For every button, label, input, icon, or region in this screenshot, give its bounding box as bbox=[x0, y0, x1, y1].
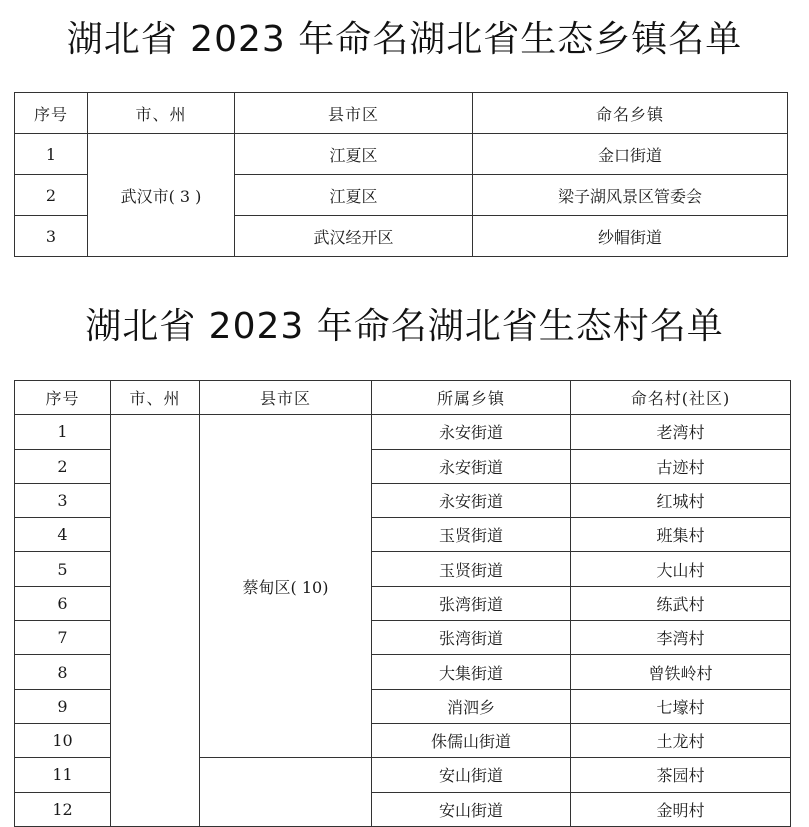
village-cell: 土龙村 bbox=[571, 723, 791, 757]
row-number: 9 bbox=[15, 689, 111, 723]
county-cell: 江夏区 bbox=[235, 175, 473, 216]
county-cell: 江夏区 bbox=[235, 134, 473, 175]
town-cell: 永安街道 bbox=[372, 483, 571, 517]
village-cell: 茶园村 bbox=[571, 758, 791, 792]
village-cell: 金明村 bbox=[571, 792, 791, 826]
header-cell: 市、州 bbox=[88, 93, 235, 134]
row-number: 1 bbox=[15, 415, 111, 449]
eco-village-table bbox=[14, 380, 791, 827]
village-cell: 李湾村 bbox=[571, 621, 791, 655]
row-number: 3 bbox=[15, 483, 111, 517]
town-cell: 永安街道 bbox=[372, 449, 571, 483]
row-number: 6 bbox=[15, 586, 111, 620]
town-cell: 永安街道 bbox=[372, 415, 571, 449]
town-cell: 安山街道 bbox=[372, 758, 571, 792]
town-cell: 纱帽街道 bbox=[473, 216, 788, 257]
header-cell: 县市区 bbox=[200, 381, 372, 415]
town-cell: 梁子湖风景区管委会 bbox=[473, 175, 788, 216]
town-cell: 玉贤街道 bbox=[372, 518, 571, 552]
county-cell: 蔡甸区( 10) bbox=[200, 415, 372, 758]
village-cell: 七壕村 bbox=[571, 689, 791, 723]
header-cell: 序号 bbox=[15, 93, 88, 134]
town-cell: 金口街道 bbox=[473, 134, 788, 175]
city-cell bbox=[111, 415, 200, 827]
row-number: 5 bbox=[15, 552, 111, 586]
header-cell: 命名乡镇 bbox=[473, 93, 788, 134]
row-number: 1 bbox=[15, 134, 88, 175]
town-cell: 大集街道 bbox=[372, 655, 571, 689]
town-cell: 侏儒山街道 bbox=[372, 723, 571, 757]
header-cell: 市、州 bbox=[111, 381, 200, 415]
town-cell: 消泗乡 bbox=[372, 689, 571, 723]
city-cell: 武汉市( 3 ) bbox=[88, 134, 235, 257]
village-cell: 班集村 bbox=[571, 518, 791, 552]
row-number: 2 bbox=[15, 175, 88, 216]
header-cell: 县市区 bbox=[235, 93, 473, 134]
town-cell: 玉贤街道 bbox=[372, 552, 571, 586]
table-row bbox=[15, 134, 788, 175]
header-cell: 所属乡镇 bbox=[372, 381, 571, 415]
village-cell: 大山村 bbox=[571, 552, 791, 586]
row-number: 12 bbox=[15, 792, 111, 826]
county-cell bbox=[200, 758, 372, 827]
town-cell: 张湾街道 bbox=[372, 586, 571, 620]
row-number: 3 bbox=[15, 216, 88, 257]
row-number: 11 bbox=[15, 758, 111, 792]
row-number: 2 bbox=[15, 449, 111, 483]
town-cell: 张湾街道 bbox=[372, 621, 571, 655]
header-cell: 序号 bbox=[15, 381, 111, 415]
row-number: 7 bbox=[15, 621, 111, 655]
row-number: 4 bbox=[15, 518, 111, 552]
village-list-title: 湖北省 2023 年命名湖北省生态村名单 bbox=[85, 306, 724, 347]
eco-town-table bbox=[14, 92, 788, 257]
town-cell: 安山街道 bbox=[372, 792, 571, 826]
county-cell: 武汉经开区 bbox=[235, 216, 473, 257]
header-row bbox=[15, 381, 791, 415]
village-cell: 古迹村 bbox=[571, 449, 791, 483]
town-list-title: 湖北省 2023 年命名湖北省生态乡镇名单 bbox=[66, 19, 743, 60]
row-number: 10 bbox=[15, 723, 111, 757]
table-row bbox=[15, 415, 791, 449]
village-cell: 老湾村 bbox=[571, 415, 791, 449]
header-cell: 命名村(社区) bbox=[571, 381, 791, 415]
village-cell: 曾铁岭村 bbox=[571, 655, 791, 689]
header-row bbox=[15, 93, 788, 134]
village-cell: 练武村 bbox=[571, 586, 791, 620]
row-number: 8 bbox=[15, 655, 111, 689]
village-cell: 红城村 bbox=[571, 483, 791, 517]
